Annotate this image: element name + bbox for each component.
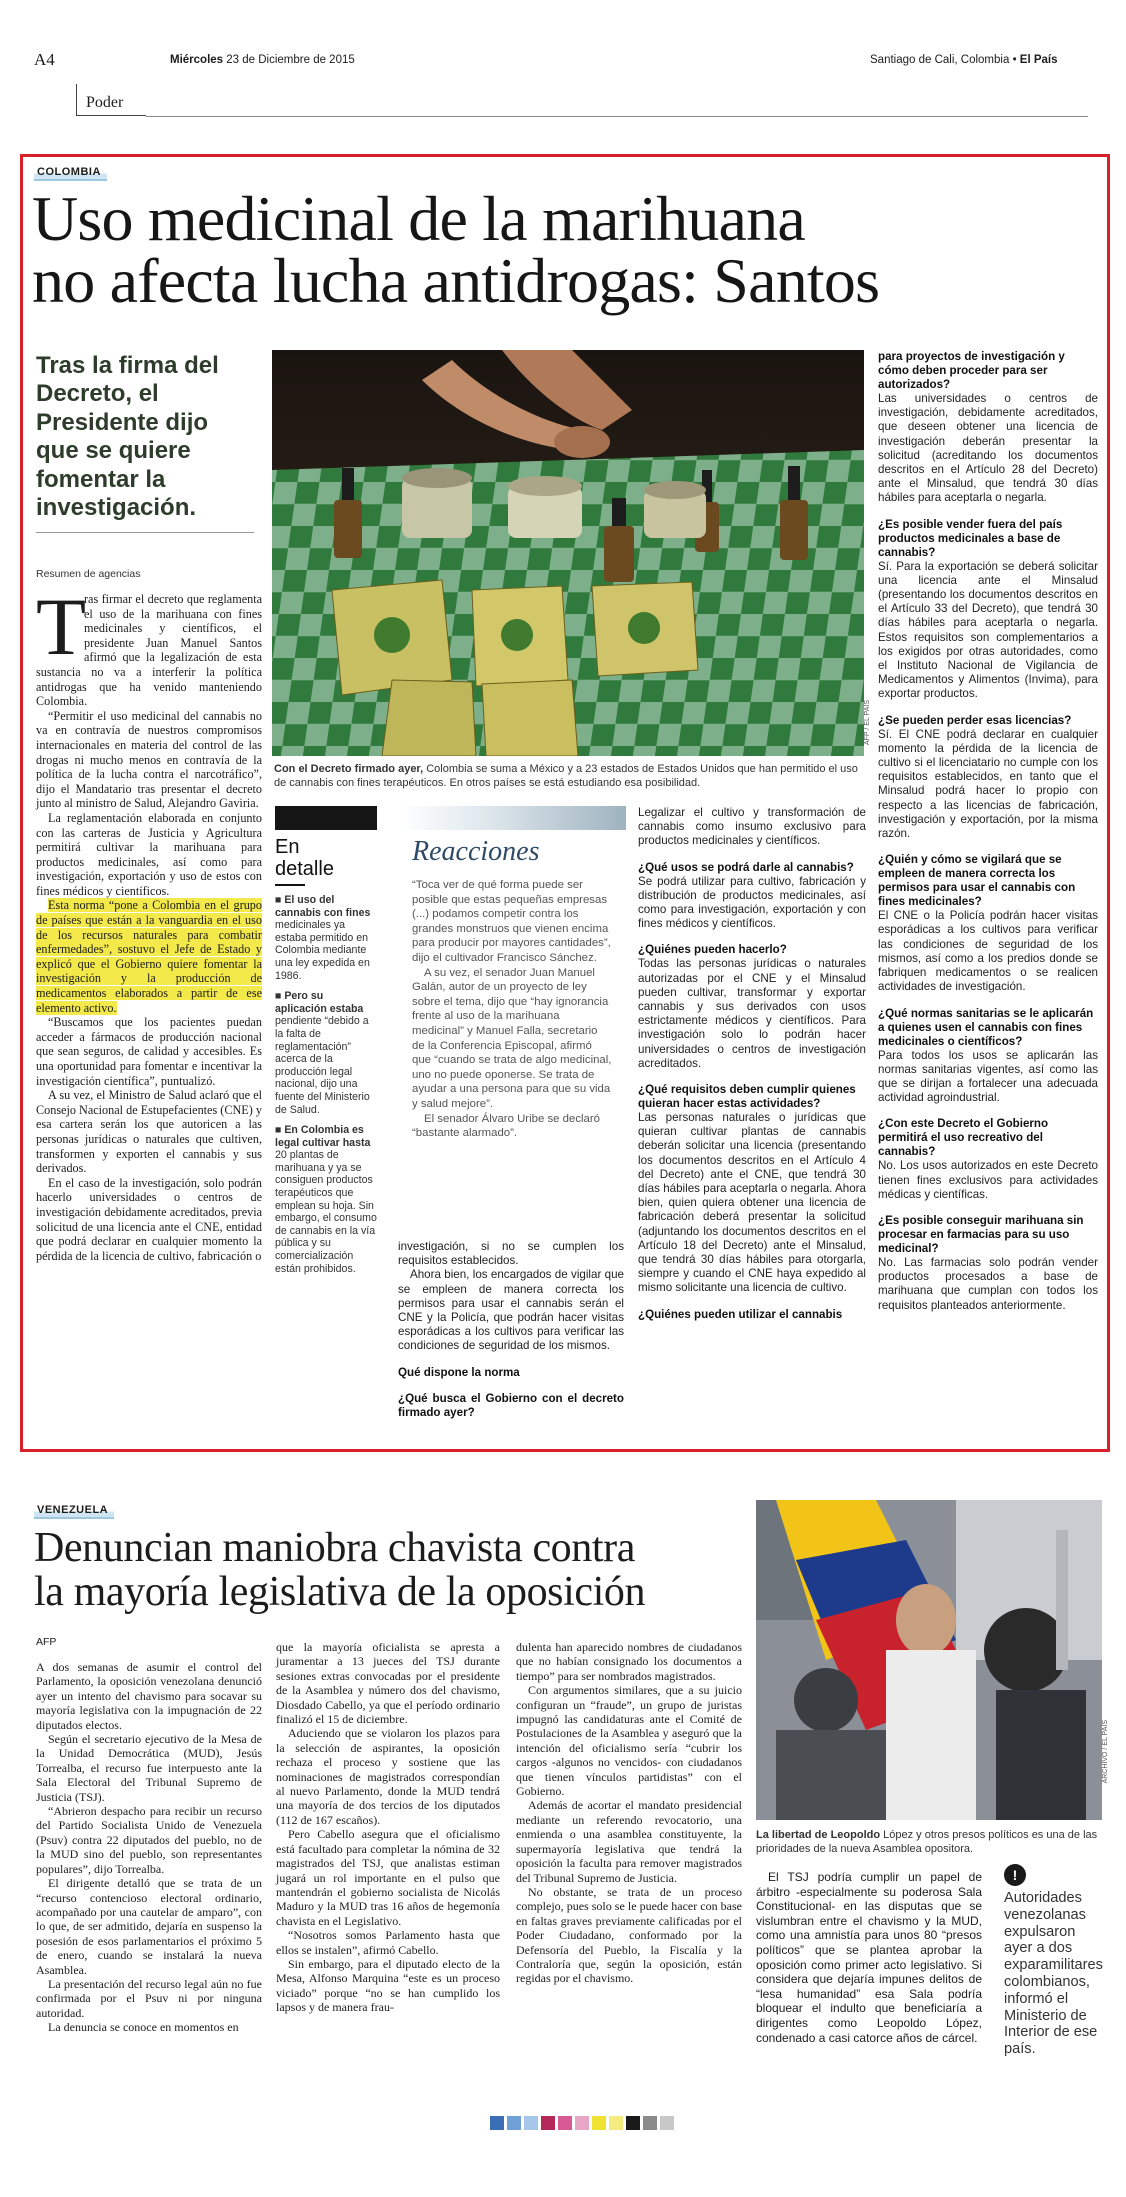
detalle-title-line-1: En xyxy=(275,836,300,858)
caption-bold: La libertad de Leopoldo xyxy=(756,1829,881,1841)
paragraph: A su vez, el Ministro de Salud aclaró que el Consejo Nacional de Estupefacientes (CNE) y esa cartera serán los que autoricen a las personas jurídicas o naturales que cultiven, transformen y exporten el cannabis y sus derivados. xyxy=(36,1088,262,1176)
cannabis-products-photo xyxy=(272,350,864,756)
color-swatch xyxy=(558,2116,572,2130)
question: ¿Qué requisitos deben cumplir quienes quieran hacer estas actividades? xyxy=(638,1083,856,1111)
aside-text: Autoridades venezolanas expulsaron ayer a dos exparamilitares colombianos, informó el Ministerio de Interior de ese país. xyxy=(1004,1890,1103,2058)
question: ¿Quiénes pueden hacerlo? xyxy=(638,943,787,957)
column-2 xyxy=(276,1640,500,2015)
answer: Sí. Para la exportación se deberá solicitar una licencia ante el Minsalud (presentando los documentos descritos en el Artículo 33 del Decreto), que tendrá 30 días hábiles para aceptarla o negarla. Estos requisitos son complementarios a los exigidos por otras autoridades, como el Instituto Nacional de Vigilancia de Medicamentos y Alimentos (Invima), para exportar productos. xyxy=(878,559,1098,701)
article-tag: VENEZUELA xyxy=(34,1503,114,1519)
reacciones-box xyxy=(400,806,626,1240)
photo-caption xyxy=(756,1828,1102,1856)
detalle-list xyxy=(275,894,377,1275)
paragraph: que la mayoría oficialista se apresta a juramentar a 13 jueces del TSJ durante sesiones extras convocadas por el presidente de la Asamblea y número dos del chavismo, Diosdado Cabello, ya que el período ordinario finalizó el 15 de diciembre. xyxy=(276,1640,500,1727)
paragraph: En el caso de la investigación, solo podrán hacerlo universidades o centros de investigación debidamente acreditados, previa solicitud de una licencia ante el CNE, entidad que podrá declarar en cualquier momento la pérdida de la licencia de cultivo, fabricación o xyxy=(36,1175,262,1263)
paragraph: No obstante, se trata de un proceso complejo, pues solo se le puede hacer con base en faltas graves previamente calificadas por el Poder Ciudadano, conformado por la Defensoría del Pueblo, la Fiscalía y la Contraloría que, según la oposición, están regidas por el chavismo. xyxy=(516,1884,742,1986)
photo-caption xyxy=(274,762,864,790)
protest-image xyxy=(756,1500,1102,1820)
column-1 xyxy=(36,581,262,1263)
question: ¿Quiénes pueden utilizar el cannabis xyxy=(638,1307,843,1321)
answer: No. Los usos autorizados en este Decreto tienen fines exclusivos para actividades médicas y científicas. xyxy=(878,1159,1098,1201)
header-city: Santiago de Cali, Colombia xyxy=(870,54,1010,66)
headline-line-1: Denuncian maniobra chavista contra xyxy=(34,1525,635,1571)
header-rule xyxy=(146,116,1088,117)
color-registration-bar xyxy=(490,2116,677,2130)
reacciones-title: Reacciones xyxy=(412,836,540,867)
paragraph: Ahora bien, los encargados de vigilar que se empleen de manera correcta los permisos para usar el cannabis serán el CNE y la Policía, que podrán hacer visitas esporádicas a los cultivos para verificar las condiciones de seguridad de los mismos. xyxy=(398,1268,624,1353)
article-headline xyxy=(32,183,880,316)
highlight: Esta norma “pone a Colombia en el grupo de países que están a la vanguardia en el uso de los recursos naturales para combatir enfermedades”, sostuvo el Jefe de Estado y explicó que el Gobierno quiere fomentar la investigación y la producción de medicamentos elaborados a partir de ese elemento activo. xyxy=(36,898,262,1015)
alert-icon: ! xyxy=(1004,1864,1026,1886)
reaction-quote: A su vez, el senador Juan Manuel Galán, autor de un proyecto de ley sobre el tema, dijo que “hay ignorancia frente al uso de la marihuana medicinal” y Manuel Falla, secretario de la Conferencia Episcopal, afirmó que “cuando se trata de algo medicinal, uno no puede oponerse. Se trata de ayudar a una persona para que su vida y salud mejore”. xyxy=(412,966,612,1110)
dropcap: T xyxy=(36,581,87,672)
reacciones-bar xyxy=(400,806,626,830)
detalle-item-bold: ■ El uso del cannabis con fines xyxy=(275,894,371,919)
paragraph: Con argumentos similares, que a su juicio configuran un “fraude”, un grupo de juristas impugnó las candidaturas ante el Comité de Postulaciones de la Asamblea y aseguró que la intención del oficialismo sería “cubrir los cargos -algunos no vencidos- con ciudadanos que tienen vínculos partidistas” con el Gobierno. xyxy=(516,1683,742,1799)
detalle-bar xyxy=(275,806,377,830)
detalle-item-text: pendiente “debido a la falta de reglamentación” acerca de la producción legal nacional, dijo una fuente del Ministerio de Salud. xyxy=(275,1015,370,1116)
color-swatch xyxy=(575,2116,589,2130)
color-swatch xyxy=(490,2116,504,2130)
color-swatch xyxy=(541,2116,555,2130)
paragraph: A dos semanas de asumir el control del Parlamento, la oposición venezolana denunció ayer un intento del chavismo para socavar su mayoría legislativa con la impugnación de 22 diputados electos. xyxy=(36,1660,262,1732)
column-3 xyxy=(638,806,866,1322)
color-swatch xyxy=(524,2116,538,2130)
question: ¿Es posible conseguir marihuana sin procesar en farmacias para su uso medicinal? xyxy=(878,1213,1084,1255)
detalle-box xyxy=(275,806,377,1275)
answer: Legalizar el cultivo y transformación de cannabis como insumo exclusivo para productos medicinales y científicos. xyxy=(638,806,866,848)
reaction-quote: “Toca ver de qué forma puede ser posible que estas pequeñas empresas (...) podamos competir contra los grandes monstruos que vienen encima para producir por mayores cantidades”, dijo el cultivador Francisco Sánchez. xyxy=(412,879,611,964)
detalle-item xyxy=(275,894,377,982)
detalle-item-text: medicinales ya estaba permitido en Colombia mediante una ley expedida en 1986. xyxy=(275,919,370,982)
answer: Las universidades o centros de investigación, debidamente acreditados, que deseen obtener una licencia de investigación deberán presentar la solicitud (acreditando los documentos descritos en el Artículo 28 del Decreto) ante el Minsalud, que tendrá 30 días hábiles para aceptarla o negarla. xyxy=(878,392,1098,505)
paragraph: Además de acortar el mandato presidencial mediante un referendo revocatorio, una enmienda o una asamblea constituyente, la supermayoría legislativa que tendrá la oposición la faculta para remover magistrados del Tribunal Supremo de Justicia. xyxy=(516,1798,742,1885)
color-swatch xyxy=(507,2116,521,2130)
section-title: Poder xyxy=(86,94,124,111)
column-1 xyxy=(36,1660,262,2035)
photo-credit: AFP / EL PAÍS xyxy=(864,700,871,746)
article-tag: COLOMBIA xyxy=(34,165,107,181)
article-byline: Resumen de agencias xyxy=(36,568,141,580)
paragraph: Pero Cabello asegura que el oficialismo está facultado para completar la nómina de 32 magistrados del TSJ, que analistas estiman jugará un rol importante en el pulso que mantendrán el gobierno socialista de Nicolás Maduro y la MUD tras 16 años de hegemonía chavista en el Legislativo. xyxy=(276,1827,500,1928)
paragraph: “Permitir el uso medicinal del cannabis no va en contravía de nuestros compromisos internacionales en materia del control de las drogas ni mucho menos en contravía de la política de la lucha contra el narcotráfico”, dijo el Mandatario tras presentar el decreto junto al ministro de Salud, Alejandro Gaviria. xyxy=(36,708,262,811)
question: ¿Qué busca el Gobierno con el decreto firmado ayer? xyxy=(398,1391,624,1419)
article-subhead: Tras la firma del Decreto, el Presidente dijo que se quiere fomentar la investigación. xyxy=(36,352,254,533)
answer: No. Las farmacias solo podrán vender productos procesados a base de marihuana que cumplan con todos los requisitos planteados anteriormente. xyxy=(878,1255,1098,1312)
paragraph: “Nosotros somos Parlamento hasta que ellos se instalen”, afirmó Cabello. xyxy=(276,1928,500,1957)
color-swatch xyxy=(626,2116,640,2130)
detalle-item-bold: ■ En Colombia es legal cultivar hasta xyxy=(275,1124,371,1149)
column-4: El TSJ podría cumplir un papel de árbitro -especialmente su poderosa Sala Constitucional- en las disputas que se vislumbran entre el chavismo y la MUD, como una amnistía para unos 80 “presos políticos” que se plantea aprobar la oposición como primer acto legislativo. Si considera que dejaría impunes delitos de “lesa humanidad” esa Sala podría bloquear el indulto que beneficiaría a dirigentes como Leopoldo López, condenado a casi catorce años de cárcel. xyxy=(756,1870,982,2045)
question: ¿Es posible vender fuera del país productos medicinales a base de cannabis? xyxy=(878,517,1063,559)
detalle-title xyxy=(275,836,377,880)
answer: Todas las personas jurídicas o naturales autorizadas por el CNE y el Minsalud pueden cultivar, transformar y exportar cannabis y sus derivados con usos estrictamente médicos y científicos. Para investigación solo lo podrán hacer universidades o centros de investigación acreditados. xyxy=(638,957,866,1070)
color-swatch xyxy=(660,2116,674,2130)
question: ¿Se pueden perder esas licencias? xyxy=(878,713,1072,727)
reaction-quote: El senador Álvaro Uribe se declaró “bastante alarmado”. xyxy=(412,1112,601,1140)
paragraph: dulenta han aparecido nombres de ciudadanos que no habían consignado los documentos a tiempo” para ser nombrados magistrados. xyxy=(516,1640,742,1683)
color-swatch xyxy=(592,2116,606,2130)
answer: Las personas naturales o jurídicas que quieran cultivar plantas de cannabis deberán solicitar una licencia (presentando los documentos descritos en el Artículo 4 del Decreto) ante el CNE, que tendrá 30 días hábiles para aceptarla o negarla. Ahora bien, quien quiera obtener una licencia de fabricación deberá presentar la solicitud (adjuntando los documentos descritos en el Artículo 18 del Decreto) ante el Minsalud, que tendrá 30 días hábiles para otorgarla, siempre y cuando el CNE haya expedido al mismo solicitante una licencia de cultivo. xyxy=(638,1111,866,1295)
caption-text: López y otros presos políticos es una de las prioridades de la nueva Asamblea opositora. xyxy=(756,1829,1098,1855)
headline-line-2: la mayoría legislativa de la oposición xyxy=(34,1569,646,1615)
lead-paragraph: ras firmar el decreto que reglamenta el uso de la marihuana con fines medicinales y científicos, el presidente Juan Manuel Santos afirmó que la legalización de esta sustancia no va a interferir la política antidrogas que ha venido manteniendo Colombia. xyxy=(36,592,262,709)
color-swatch xyxy=(643,2116,657,2130)
paragraph: “Buscamos que los pacientes puedan acceder a fármacos de producción nacional que sean seguros, de calidad y accesibles. Es una oportunidad para fomentar e incentivar la investigación científica”, puntualizó. xyxy=(36,1015,262,1088)
answer: Se podrá utilizar para cultivo, fabricación y distribución de productos medicinales, así como para investigación, exportación y con fines médicos y científicos. xyxy=(638,874,866,931)
header-location xyxy=(870,54,1058,66)
header-day: Miércoles xyxy=(170,54,224,66)
answer: El CNE o la Policía podrán hacer visitas esporádicas a los cultivos para verificar las condiciones de seguridad de los mismos, así como a los predios donde se fabriquen medicamentos o se realicen actividades de investigación. xyxy=(878,909,1098,994)
column-2-bottom xyxy=(398,1240,624,1420)
detalle-item xyxy=(275,990,377,1116)
caption-text: Colombia se suma a México y a 23 estados de Estados Unidos que han permitido el uso de cannabis con fines terapéuticos. En otros países se está estudiando esa posibilidad. xyxy=(274,763,858,789)
paragraph: El dirigente detalló que se trata de un “recurso contencioso electoral ordinario, acompañado por una cautelar de amparo”, con lo que, de ser admitido, dejaría en suspenso la posesión de esos parlamentarios el próximo 5 de enero, cuando se instalará la nueva Asamblea. xyxy=(36,1876,262,1977)
answer: Para todos los usos se aplicarán las normas sanitarias vigentes, así como las que se dirijan a fortalecer una adecuada actividad agroindustrial. xyxy=(878,1048,1098,1105)
question: para proyectos de investigación y cómo deben proceder para ser autorizados? xyxy=(878,350,1065,391)
paragraph: Sin embargo, para el diputado electo de la Mesa, Alfonso Marquina “este es un proceso viciado” porque “no se han cumplido los lapsos y de manera frau- xyxy=(276,1956,500,2015)
question: ¿Con este Decreto el Gobierno permitirá el uso recreativo del cannabis? xyxy=(878,1117,1049,1159)
aside-box xyxy=(1004,1864,1104,2058)
headline-line-2: no afecta lucha antidrogas: Santos xyxy=(32,245,880,316)
header-date xyxy=(170,54,355,66)
leopoldo-photo xyxy=(756,1500,1102,1820)
color-swatch xyxy=(609,2116,623,2130)
paragraph: “Abrieron despacho para recibir un recurso del Partido Socialista Unido de Venezuela (Psuv) contra 22 diputados del pueblo, no de la MUD sino del pueblo, son representantes populares”, dijo Torrealba. xyxy=(36,1804,262,1876)
detalle-item xyxy=(275,1124,377,1275)
highlighted-paragraph xyxy=(36,898,262,1015)
column-4 xyxy=(878,350,1098,1313)
header-separator: • xyxy=(1012,54,1017,66)
photo-credit: ARCHIVO / EL PAÍS xyxy=(1102,1720,1109,1784)
page-number: A4 xyxy=(34,50,55,69)
paragraph: La presentación del recurso legal aún no fue confirmada por el Psuv ni por ninguna autoridad. xyxy=(36,1976,262,2020)
question: ¿Quién y cómo se vigilará que se empleen de manera correcta los permisos para usar el cannabis con fines medicinales? xyxy=(878,853,1076,909)
article-headline xyxy=(34,1526,645,1614)
question: ¿Qué normas sanitarias se le aplicarán a quienes usen el cannabis con fines medicinales o científicos? xyxy=(878,1006,1094,1048)
detalle-title-line-2: detalle xyxy=(275,858,334,880)
paragraph: Aduciendo que se violaron los plazos para la selección de aspirantes, la oposición rechaza el proceso y sostiene que las nominaciones de magistrados correspondían al nuevo Parlamento, donde la MUD tendrá una mayoría de dos tercios de los diputados (112 de 167 escaños). xyxy=(276,1726,500,1827)
header-date-text: 23 de Diciembre de 2015 xyxy=(226,54,355,66)
caption-bold: Con el Decreto firmado ayer, xyxy=(274,763,424,775)
column-3 xyxy=(516,1640,742,1986)
detalle-rule xyxy=(275,884,305,886)
headline-line-1: Uso medicinal de la marihuana xyxy=(32,183,805,254)
answer: Sí. El CNE podrá declarar en cualquier momento la pérdida de la licencia de cultivo si el licenciatario no cumple con los requisitos establecidos, en tanto que el Minsalud podrá hacer lo propio con respecto a las licencias de fabricación, investigación y exportación, por la misma razón. xyxy=(878,727,1098,841)
article-byline: AFP xyxy=(36,1636,57,1648)
detalle-item-bold: ■ Pero su aplicación estaba xyxy=(275,990,364,1015)
section-heading: Qué dispone la norma xyxy=(398,1365,520,1379)
detalle-item-text: 20 plantas de marihuana y ya se consiguen productos terapéuticos que emplean su hoja. Sin embargo, el consumo de cannabis en la vía pública y su comercialización están prohibidos. xyxy=(275,1149,377,1275)
paragraph: La denuncia se conoce en momentos en xyxy=(48,2020,239,2035)
question: ¿Qué usos se podrá darle al cannabis? xyxy=(638,860,854,874)
paragraph: Según el secretario ejecutivo de la Mesa de la Unidad Democrática (MUD), Jesús Torrealba, el recurso fue interpuesto ante la Sala Electoral del Tribunal Supremo de Justicia (TSJ). xyxy=(36,1732,262,1804)
cannabis-products-image xyxy=(272,350,864,756)
header-paper: El País xyxy=(1019,54,1058,66)
paragraph: La reglamentación elaborada en conjunto con las carteras de Justicia y Agricultura permitirá cultivar la marihuana para productos medicinales, así como para investigación, exportación y uso de estos con fines médicos y científicos. xyxy=(36,810,262,898)
paragraph: investigación, si no se cumplen los requisitos establecidos. xyxy=(398,1240,624,1268)
